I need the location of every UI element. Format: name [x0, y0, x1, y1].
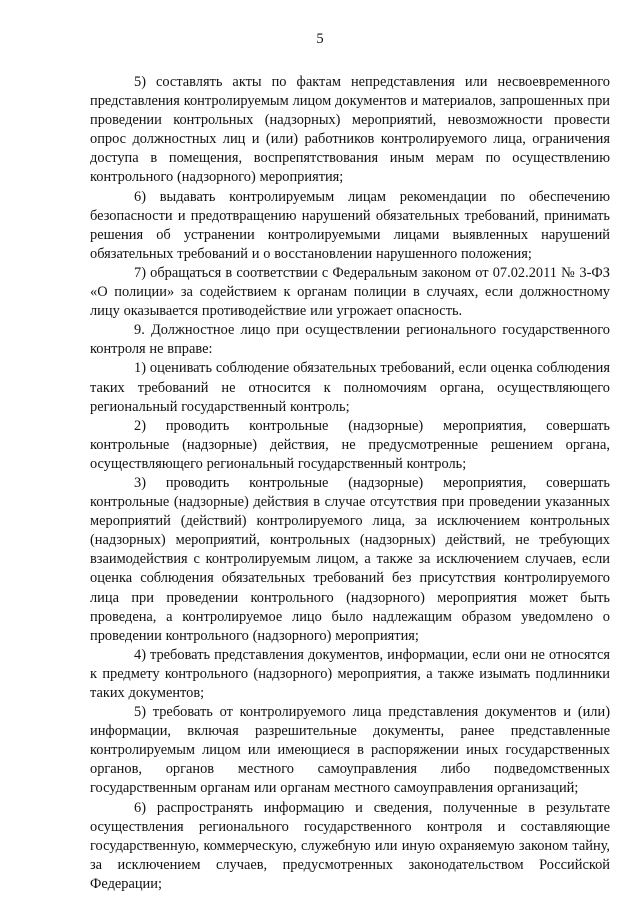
page-number: 5 [316, 31, 324, 47]
document-body [90, 73, 610, 894]
paragraph-item-1-evaluate: 1) оценивать соблюдение обязательных требований, если оценка соблюдения таких требований не относится к полномочиям органа, осуществляющего региональный государственный контроль; [90, 360, 610, 415]
paragraph-item-7-police: 7) обращаться в соответствии с Федеральным законом от 07.02.2011 № 3-ФЗ «О полиции» за содействием к органам полиции в случаях, если должностному лицу оказывается противодействие или угрожает опасность. [90, 264, 610, 320]
paragraph-item-5-acts: 5) составлять акты по фактам непредставления или несвоевременного представления контролируемым лицом документов и материалов, запрошенных при проведении контрольных (надзорных) мероприятий, невозможности провести опрос должностных лиц и (или) работников контролируемого лица, ограничения доступа в помещения, воспрепятствования иным мерам по осуществлению контрольного (надзорного) мероприятия; [90, 74, 610, 186]
paragraph-item-6-recommendations: 6) выдавать контролируемым лицам рекомендации по обеспечению безопасности и предотвращению нарушений обязательных требований, принимать решения об устранении контролируемыми лицами выявленных нарушений обязательных требований и о восстановлении нарушенного положения; [90, 188, 610, 262]
paragraph-item-6-disclose: 6) распространять информацию и сведения, полученные в результате осуществления регионального государственного контроля и составляющие государственную, коммерческую, служебную или иную охраняемую законом тайну, за исключением случаев, предусмотренных законодательством Российской Федерации; [90, 799, 610, 892]
paragraph-item-2-conduct: 2) проводить контрольные (надзорные) мероприятия, совершать контрольные (надзорные) действия, не предусмотренные решением органа, осуществляющего региональный государственный контроль; [90, 417, 610, 472]
paragraph-item-3-absence: 3) проводить контрольные (надзорные) мероприятия, совершать контрольные (надзорные) действия в случае отсутствия при проведении указанных мероприятий (действий) контролируемого лица, за исключением контрольных (надзорных) мероприятий, контрольных (надзорных) действий, не требующих взаимодействия с контролируемым лицом, а также за исключением случаев, если оценка соблюдения обязательных требований без присутствия контролируемого лица при проведении контрольного (надзорного) мероприятия может быть проведена, а контролируемое лицо было надлежащим образом уведомлено о проведении контрольного (надзорного) мероприятия; [90, 474, 610, 644]
paragraph-section-9-heading: 9. Должностное лицо при осуществлении регионального государственного контроля не вправе: [90, 322, 610, 358]
paragraph-item-4-documents: 4) требовать представления документов, информации, если они не относятся к предмету контрольного (надзорного) мероприятия, а также изымать подлинники таких документов; [90, 646, 610, 701]
paragraph-item-5-information: 5) требовать от контролируемого лица представления документов и (или) информации, включая разрешительные документы, ранее представленные контролируемым лицом или имеющиеся в распоряжении иных государственных органов, органов местного самоуправления либо подведомственных государственным органам или органам местного самоуправления организаций; [90, 704, 610, 797]
